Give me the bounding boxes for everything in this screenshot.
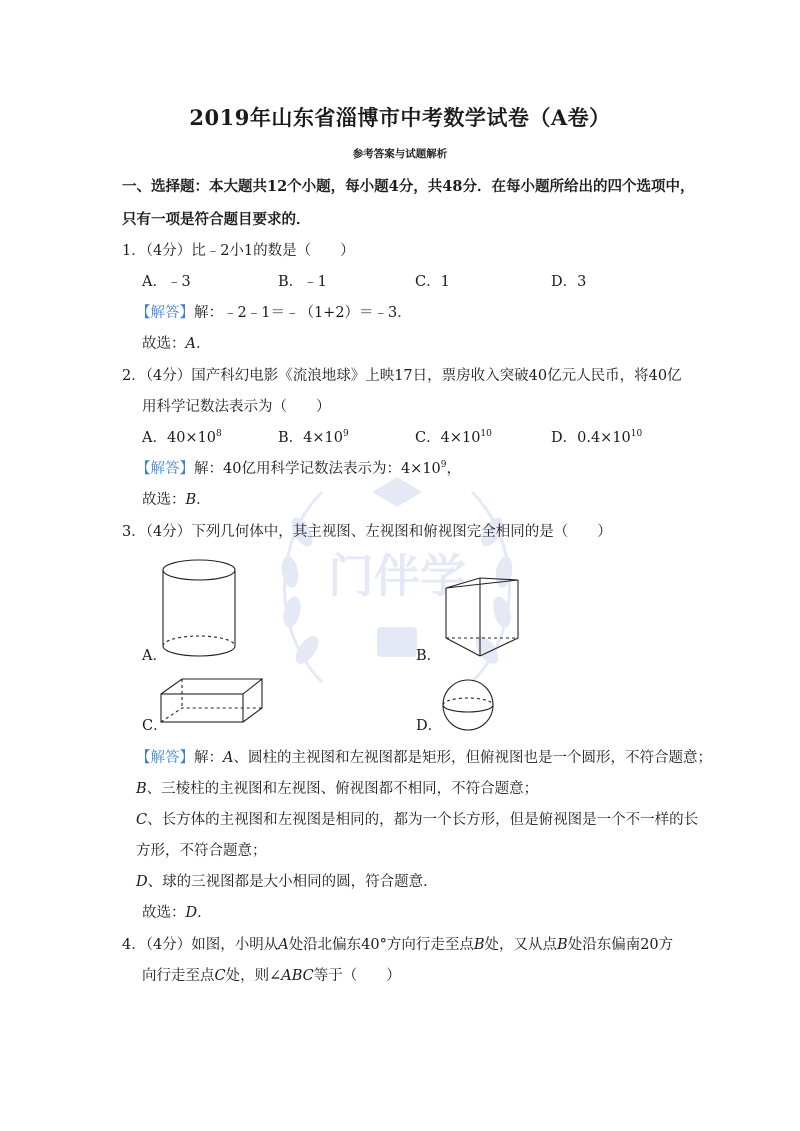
- q2-stem-line2: 用科学记数法表示为（ ）: [142, 399, 331, 415]
- watermark-text: 门伴学: [328, 549, 466, 603]
- q1-solution: 【解答】解：﹣2﹣1＝﹣（1+2）＝﹣3．: [136, 305, 412, 321]
- page-title: 2019年山东省淄博市中考数学试卷（A卷）: [189, 105, 611, 130]
- q1-option-d: D．3: [551, 274, 587, 290]
- triangular-prism-figure: [440, 576, 530, 660]
- q3-solution-line5: D、球的三视图都是大小相同的圆，符合题意．: [136, 874, 438, 890]
- q2-option-c: C．$4\times 10^{10}$: [415, 429, 492, 446]
- q3-solution-line4: 方形，不符合题意；: [136, 843, 267, 859]
- q1-option-c: C．1: [415, 274, 450, 290]
- q3-option-a: A．: [142, 648, 167, 664]
- cuboid-figure: [158, 676, 268, 726]
- q2-choice: 故选：B．: [142, 492, 211, 508]
- q3-solution-line3: C、长方体的主视图和左视图是相同的，都为一个长方形，但是俯视图是一个不一样的长: [136, 812, 699, 828]
- answer-tag: 【解答】: [136, 750, 194, 766]
- q3-stem: 3．（4分）下列几何体中，其主视图、左视图和俯视图完全相同的是（ ）: [122, 524, 612, 540]
- q2-stem-line1: 2．（4分）国产科幻电影《流浪地球》上映17日，票房收入突破40亿元人民币，将40亿: [122, 368, 682, 384]
- section-heading-line2: 只有一项是符合题目要求的．: [122, 211, 311, 228]
- q2-option-a: A．$40\times 10^8$: [142, 429, 222, 446]
- q3-option-d: D．: [416, 718, 443, 734]
- cylinder-figure: [158, 558, 248, 664]
- q1-option-b: B．﹣1: [278, 274, 327, 290]
- q2-solution: 【解答】解：40亿用科学记数法表示为：$4\times 10^9$，: [136, 460, 462, 477]
- q2-option-d: D．$0.4\times 10^{10}$: [551, 429, 643, 446]
- sphere-figure: [440, 678, 500, 734]
- q1-stem: 1．（4分）比﹣2小1的数是（ ）: [122, 243, 355, 259]
- q3-solution-line2: B、三棱柱的主视图和左视图、俯视图都不相同，不符合题意；: [136, 781, 539, 797]
- q4-stem-line1: 4．（4分）如图，小明从A处沿北偏东40°方向行走至点B处，又从点B处沿东偏南20方: [122, 937, 674, 953]
- q3-option-b: B．: [416, 648, 442, 664]
- answer-tag: 【解答】: [136, 461, 194, 477]
- q3-choice: 故选：D．: [142, 905, 212, 921]
- page-subtitle: 参考答案与试题解析: [352, 148, 448, 160]
- q3-solution-line1: 【解答】解：A、圆柱的主视图和左视图都是矩形，但俯视图也是一个圆形，不符合题意；: [136, 750, 712, 766]
- q1-option-a: A．﹣3: [142, 274, 191, 290]
- answer-tag: 【解答】: [136, 305, 194, 321]
- q4-stem-line2: 向行走至点C处，则∠ABC等于（ ）: [142, 968, 401, 984]
- section-heading-line1: 一、选择题：本大题共12个小题，每小题4分，共48分．在每小题所给出的四个选项中，: [122, 178, 695, 195]
- q3-option-c: C．: [142, 718, 168, 734]
- q2-option-b: B．$4\times 10^9$: [278, 429, 349, 446]
- q1-choice: 故选：A．: [142, 336, 211, 352]
